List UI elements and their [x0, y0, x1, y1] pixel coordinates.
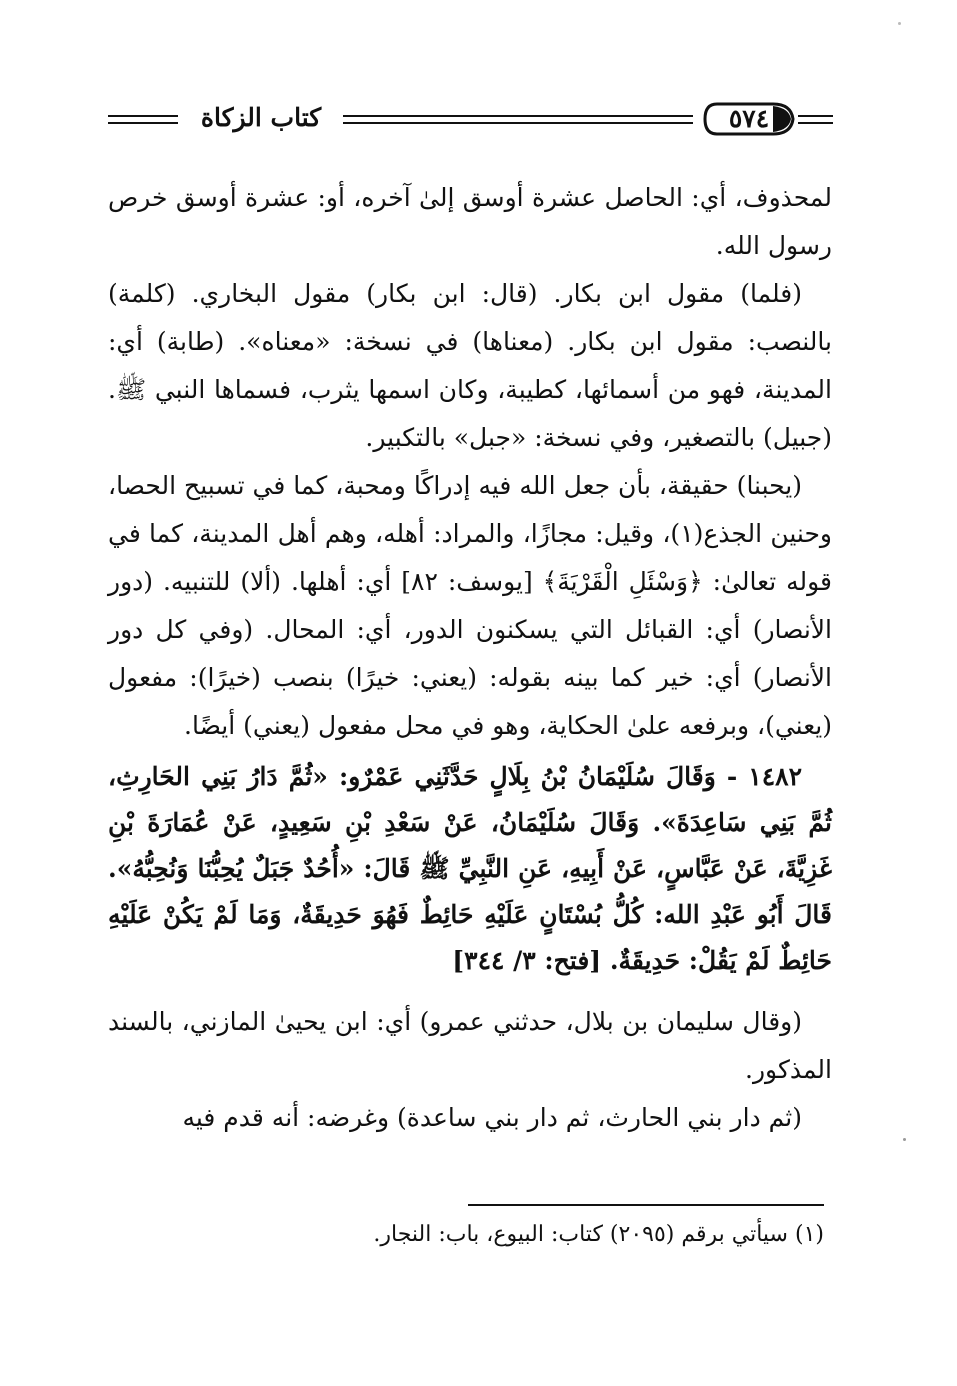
header-rule-left [108, 115, 178, 117]
paragraph-commentary-2: (يحبنا) حقيقة، بأن جعل الله فيه إدراكًا ومحبة، كما في تسبيح الحصا، وحنين الجذع(١)، وقيل: مجازًا، والمراد: أهله، وهم أهل المدينة، كما في قوله تعالىٰ: ﴿وَسْئَلِ الْقَرْيَةَ﴾ [يوسف: ٨٢] أي: أهلها. (ألا) للتنبيه. (دور الأنصار) أي: القبائل التي يسكنون الدور، أي: المحال. (وفي كل دور الأنصار) أي: خير كما بينه بقوله: (يعني: خيرًا) بنصب (خيرًا): مفعول (يعني)، وبرفعه علىٰ الحكاية، وهو في محل مفعول (يعني) أيضًا. [108, 471, 832, 740]
page-number-badge [703, 102, 795, 136]
body-text [108, 174, 832, 1142]
running-header [108, 100, 833, 144]
paragraph-continuation: لمحذوف، أي: الحاصل عشرة أوسق إلىٰ آخره، أو: عشرة أوسق خرص رسول الله. [108, 183, 832, 260]
book-title: كتاب الزكاة [200, 103, 322, 132]
footnote: (١) سيأتي برقم (٢٠٩٥) كتاب: البيوع، باب: النجار. [373, 1222, 824, 1247]
paragraph-commentary-4: (ثم دار بني الحارث، ثم دار بني ساعدة) وغرضه: أنه قدم فيه [182, 1103, 802, 1132]
scan-speck [898, 22, 901, 25]
paragraph-commentary-1: (فلما) مقول ابن بكار. (قال: ابن بكار) مقول البخاري. (كلمة) بالنصب: مقول ابن بكار. (معناها) في نسخة: «معناه». (طابة) أي: المدينة، فهو من أسمائها، كطيبة، وكان اسمها يثرب، فسماها النبي ﷺ. (جبيل) بالتصغير، وفي نسخة: «جبل» بالتكبير. [108, 279, 832, 452]
footnote-separator [468, 1204, 824, 1206]
page-number: ٥٧٤ [728, 104, 770, 133]
hadith-text: ١٤٨٢ - وَقَالَ سُلَيْمَانُ بْنُ بِلَالٍ حَدَّثَنِي عَمْرٌو: «ثُمَّ دَارُ بَنِي الحَارِثِ، ثُمَّ بَنِي سَاعِدَةَ». وَقَالَ سُلَيْمَانُ، عَنْ سَعْدِ بْنِ سَعِيدٍ، عَنْ عُمَارَةَ بْنِ غَزِيَّةَ، عَنْ عَبَّاسٍ، عَنْ أَبِيهِ، عَنِ النَّبِيِّ ﷺ قَالَ: «أُحُدٌ جَبَلٌ يُحِبُّنَا وَنُحِبُّهُ». قَالَ أَبُو عَبْدِ الله: كُلُّ بُسْتَانٍ عَلَيْهِ حَائِطٌ فَهُوَ حَدِيقَةٌ، وَمَا لَمْ يَكُنْ عَلَيْهِ حَائِطٌ لَمْ يَقُلْ: حَدِيقَةٌ. [فتح: ٣/ ٣٤٤] [108, 762, 832, 975]
header-rule-right [798, 115, 833, 117]
header-rule-middle [343, 115, 693, 117]
scan-speck [903, 1138, 906, 1141]
paragraph-commentary-3: (وقال سليمان بن بلال، حدثني عمرو) أي: ابن يحيىٰ المازني، بالسند المذكور. [108, 1007, 832, 1084]
